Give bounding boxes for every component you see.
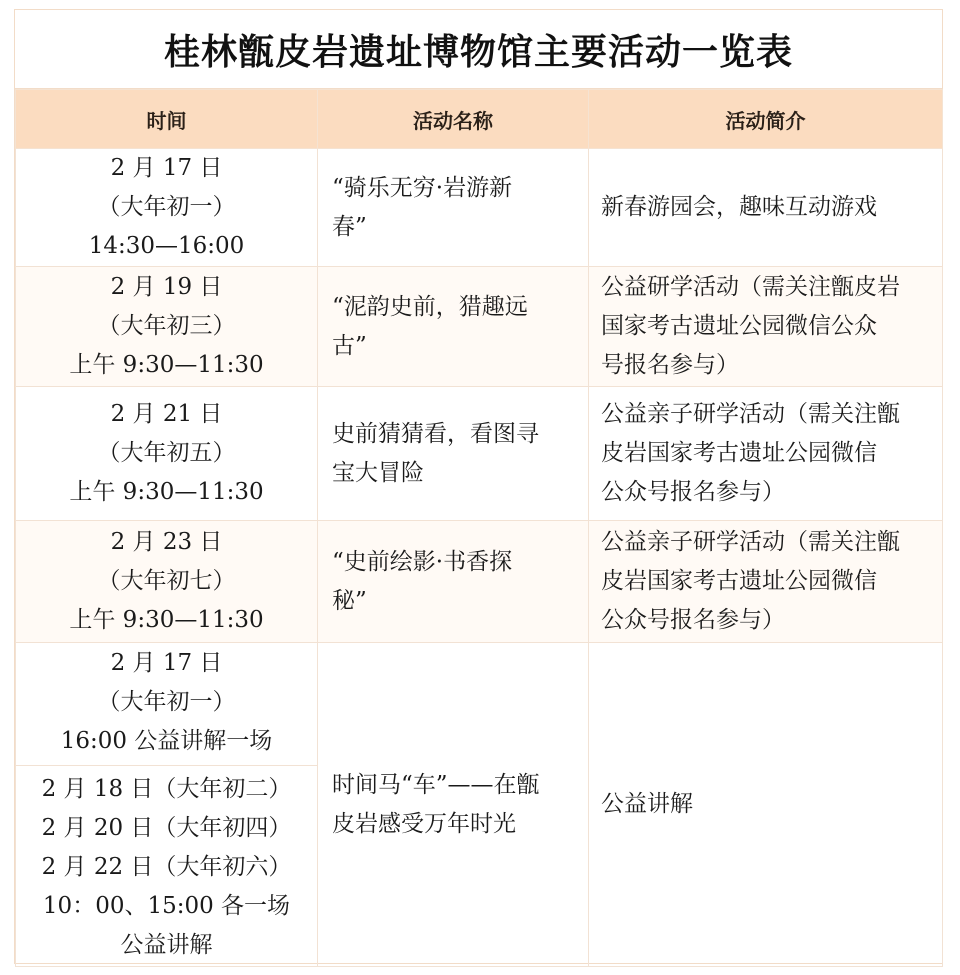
time-line: 上午 9:30—11:30 xyxy=(69,479,264,505)
time-line: 公益讲解 xyxy=(120,932,213,958)
time-line: 2 月 21 日 xyxy=(110,401,223,427)
time-cell xyxy=(16,267,318,387)
table-row xyxy=(16,149,943,267)
activity-name-cell xyxy=(318,387,589,521)
time-cell xyxy=(16,387,318,521)
header-desc: 活动简介 xyxy=(589,90,943,149)
time-cell xyxy=(16,643,318,967)
header-name: 活动名称 xyxy=(318,90,589,149)
name-line: 古” xyxy=(332,332,367,359)
time-line: （大年初一） xyxy=(97,194,236,220)
time-line: 2 月 20 日（大年初四） xyxy=(41,815,292,841)
time-line: 2 月 17 日 xyxy=(110,650,223,676)
table-header-row xyxy=(16,90,943,149)
time-line: （大年初五） xyxy=(97,440,236,466)
table-row xyxy=(16,643,943,967)
desc-line: 公益讲解 xyxy=(601,791,693,817)
desc-line: 公益亲子研学活动（需关注甑 xyxy=(601,529,900,555)
time-line: （大年初三） xyxy=(97,313,236,339)
desc-line: 公益亲子研学活动（需关注甑 xyxy=(601,401,900,427)
time-line: 2 月 18 日（大年初二） xyxy=(41,776,292,802)
activity-desc-cell xyxy=(589,521,943,643)
name-line: 春” xyxy=(332,213,367,240)
time-line: 2 月 23 日 xyxy=(110,529,223,555)
name-line: “泥韵史前，猎趣远 xyxy=(332,293,528,320)
time-cell xyxy=(16,149,318,267)
time-line: 2 月 22 日（大年初六） xyxy=(41,854,292,880)
time-line: 2 月 17 日 xyxy=(110,155,223,181)
name-line: 宝大冒险 xyxy=(332,459,424,486)
header-time: 时间 xyxy=(16,90,318,149)
time-line: 上午 9:30—11:30 xyxy=(69,607,264,633)
activity-table xyxy=(15,89,943,967)
name-line: “骑乐无穷·岩游新 xyxy=(332,174,513,201)
page-title: 桂林甑皮岩遗址博物馆主要活动一览表 xyxy=(15,10,942,89)
desc-line: 号报名参与） xyxy=(601,352,739,378)
time-line: （大年初七） xyxy=(97,568,236,594)
time-line: 16:00 公益讲解一场 xyxy=(60,728,273,754)
name-line: 皮岩感受万年时光 xyxy=(332,810,516,837)
desc-line: 公众号报名参与） xyxy=(601,607,785,633)
name-line: 秘” xyxy=(332,587,367,614)
time-line: 上午 9:30—11:30 xyxy=(69,352,264,378)
activity-sheet xyxy=(14,9,943,964)
name-line: “史前绘影·书香探 xyxy=(332,548,513,575)
activity-desc-cell xyxy=(589,267,943,387)
desc-line: 公益研学活动（需关注甑皮岩 xyxy=(601,274,900,300)
time-subcell-first xyxy=(16,644,317,766)
table-row xyxy=(16,387,943,521)
activity-name-cell xyxy=(318,149,589,267)
time-line: 10：00、15:00 各一场 xyxy=(42,893,291,919)
activity-desc-cell xyxy=(589,387,943,521)
desc-line: 公众号报名参与） xyxy=(601,479,785,505)
name-line: 史前猜猜看，看图寻 xyxy=(332,420,539,447)
time-line: （大年初一） xyxy=(97,689,236,715)
desc-line: 新春游园会，趣味互动游戏 xyxy=(601,194,877,220)
name-line: 时间马“车”——在甑 xyxy=(332,771,540,798)
activity-name-cell xyxy=(318,643,589,967)
activity-desc-cell xyxy=(589,149,943,267)
time-cell xyxy=(16,521,318,643)
time-subcell-second xyxy=(16,766,317,965)
activity-desc-cell xyxy=(589,643,943,967)
time-line: 2 月 19 日 xyxy=(110,274,223,300)
desc-line: 皮岩国家考古遗址公园微信 xyxy=(601,568,877,594)
table-row xyxy=(16,267,943,387)
activity-name-cell xyxy=(318,521,589,643)
activity-name-cell xyxy=(318,267,589,387)
desc-line: 皮岩国家考古遗址公园微信 xyxy=(601,440,877,466)
table-row xyxy=(16,521,943,643)
time-line: 14:30—16:00 xyxy=(88,233,245,259)
desc-line: 国家考古遗址公园微信公众 xyxy=(601,313,877,339)
